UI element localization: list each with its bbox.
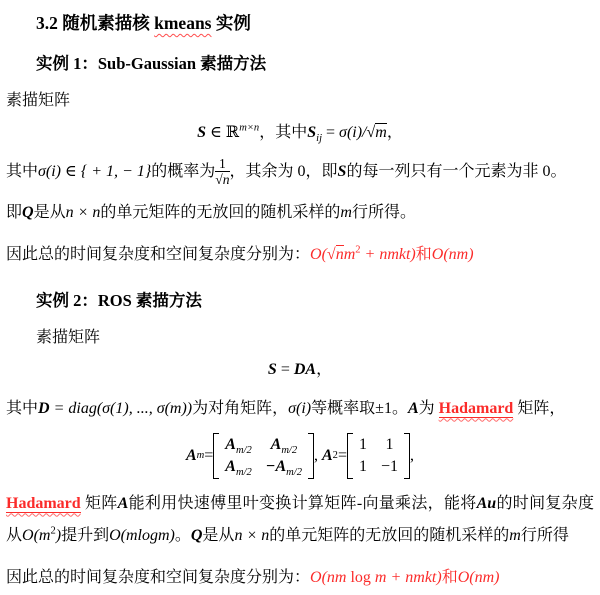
text-run: 其中 [6,399,39,417]
var-Q: Q [190,527,203,545]
example1-formula-s [6,120,594,146]
text-run: 其中 [6,162,39,180]
big-O-nm: O(nm) [457,569,500,587]
text-run: 。 [174,527,191,545]
var-S: S [337,162,347,180]
root-sign: √ [215,171,223,187]
text-run: 矩阵， [513,399,566,417]
text-run: 。 [391,399,408,417]
exponent-2: 2 [50,526,56,538]
example2-heading: 实例 2：ROS 素描方法 [36,290,202,310]
left-bracket [347,433,353,478]
var-A: A [117,494,129,512]
matrix-cell: 1 [385,436,394,454]
section-heading-pre: 3.2 随机素描核 [36,13,155,33]
section-heading-post: 实例 [211,13,251,33]
text-run: 为 [418,399,439,417]
big-O-m: O(m [22,527,51,545]
comma: , [410,446,415,464]
radicand-n: n [335,246,344,264]
and-character: 和 [415,246,432,264]
example1-q-paragraph [6,197,594,230]
comma: ， [386,124,403,141]
cell-A: A [225,436,236,454]
complexity-label: 因此总的时间复杂度和空间复杂度分别为： [6,569,311,587]
text-run: 为对角矩阵， [192,399,289,417]
example2-complexity-paragraph [6,562,594,595]
subscript-ij: ij [316,133,323,145]
text-run: 的每一列只有一个元素为非 0。 [346,162,567,180]
text-run: 等概率取 [311,399,376,417]
text-run: 行所得 [520,527,569,545]
left-bracket [213,433,219,478]
var-m: m [343,246,356,264]
text-run: 是从 [33,204,66,222]
reals-symbol: ℝ [225,124,240,141]
radicand-n: n [222,171,230,187]
section-heading [36,10,594,35]
var-Au: Au [476,494,497,512]
example2-sketch-matrix-label: 素描矩阵 [36,328,101,346]
equals-sign: = [276,360,294,378]
equals-sign: = [337,446,347,464]
cell-A: A [270,436,282,454]
sigma-set-expression: σ(i) ∈ { + 1, − 1} [38,162,152,180]
text-run: 提升到 [61,527,110,545]
cell-sub: m/2 [235,445,252,457]
root-sign: √ [366,124,376,141]
text-run: 的单元矩阵的无放回的随机采样的 [269,527,510,545]
big-O-open: O( [310,246,327,264]
big-O-nm: O(nm) [431,246,474,264]
element-of: ∈ [206,124,226,141]
comma: ， [316,360,333,378]
radicand-m: m [375,124,387,141]
n-by-n: n × n [234,527,270,545]
hadamard-matrix-formula [6,433,594,478]
var-A2: A [322,446,333,464]
plus-minus-one: ±1 [375,399,392,417]
log-argument: m + nmkt) [370,569,442,587]
cell-A: A [225,457,236,475]
text-run: 是从 [202,527,235,545]
matrix-cell [266,456,302,478]
fraction-denominator [215,172,229,187]
matrix-A2-cells [356,433,401,478]
fraction-one-over-sqrt-n [215,157,229,188]
var-D: D [38,399,50,417]
text-run: 矩阵 [80,494,118,512]
var-A: A [185,446,197,464]
matrix-cell [271,434,298,456]
example2-hadamard-paragraph [6,488,594,554]
hadamard-link[interactable]: Hadamard [438,399,514,417]
var-A: A [407,399,419,417]
example1-complexity-paragraph [6,239,594,272]
exponent-2: 2 [355,244,361,256]
matrix-cell: 1 [358,436,367,454]
big-O-open: O(nm [310,569,351,587]
var-m: m [509,527,521,545]
sigma-expression: σ(i)/ [339,124,367,141]
cell-sub: m/2 [235,467,252,479]
complexity-formula-red [310,569,499,586]
matrix-Am-equation: A m = $A_{m/2}$ $A_{m/2}$ $A_{m/2}$ $-A_{m/2}$ , A 2 = 1 1 1 −1 , [186,433,414,478]
var-S: S [267,360,277,378]
plus-nmkt: + nmkt) [360,246,416,264]
fraction-numerator: 1 [215,157,229,172]
var-S-ij: S [307,124,317,141]
var-m: m [340,204,352,222]
sigma-i: σ(i) [288,399,312,417]
text-run: 的单元矩阵的无放回的随机采样的 [100,204,341,222]
matrix-cell: 1 [358,457,367,475]
comma: , [314,446,318,464]
n-by-n: n × n [65,204,101,222]
equals-sign: = [322,124,340,141]
matrix-cell [225,456,252,478]
var-Q: Q [22,204,34,222]
log-operator: log [350,569,371,587]
example1-probability-paragraph [6,156,594,189]
cell-negA: −A [265,457,287,475]
text-run: ，其余为 0，即 [229,162,338,180]
matrix-cell: −1 [380,457,399,475]
close-paren: ) [55,527,62,545]
big-O-mlogm: O(mlogm) [109,527,175,545]
example2-formula-sda [6,357,594,383]
matrix-Am-cells [222,433,305,478]
cell-sub: m/2 [286,467,302,479]
cell-sub: m/2 [281,445,298,457]
complexity-formula-red [310,246,474,263]
hadamard-link[interactable]: Hadamard [6,494,81,512]
text-run: 的时间复杂度从 [6,494,594,545]
example1-heading: 实例 1：Sub-Gaussian 素描方法 [36,54,267,73]
var-DA: DA [293,360,317,378]
and-character: 和 [441,569,458,587]
matrix-cell [225,434,252,456]
equals-sign: = [204,446,214,464]
example1-sketch-matrix-label: 素描矩阵 [6,92,71,109]
text-run: 的概率为 [151,162,216,180]
complexity-label: 因此总的时间复杂度和空间复杂度分别为： [6,246,311,264]
text-run: 能利用快速傅里叶变换计算矩阵-向量乘法，能将 [128,494,477,512]
text-run: 行所得。 [351,204,416,222]
var-S: S [197,124,207,141]
root-sign: √ [326,246,336,264]
dims-superscript: m×n [239,122,260,134]
diag-expression: = diag(σ(1), ..., σ(m)) [49,399,193,417]
misspelled-word-kmeans: kmeans [154,13,212,33]
example2-diag-paragraph [6,393,594,426]
text-run: 即 [6,204,23,222]
where-text: ，其中 [259,124,308,141]
